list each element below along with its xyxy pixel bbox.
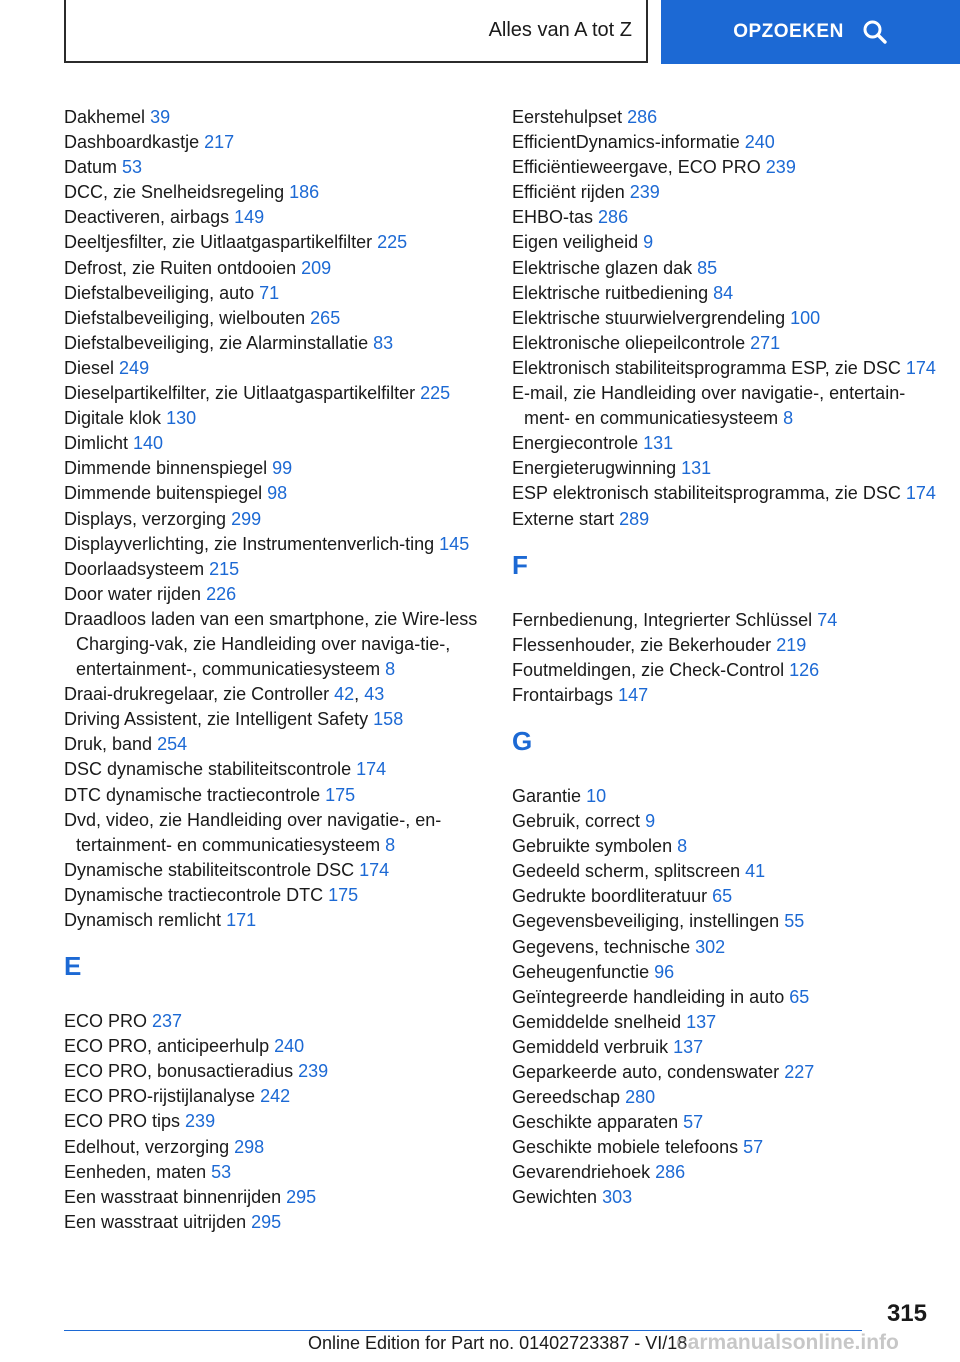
page-link[interactable]: 209 (301, 257, 332, 278)
index-entry-text: Geschikte apparaten (512, 1112, 679, 1133)
index-entry-text: Geheugenfunctie (512, 961, 650, 982)
page-link[interactable]: 53 (122, 157, 143, 178)
page-link[interactable]: 225 (420, 383, 451, 404)
page-link[interactable]: 175 (325, 784, 356, 805)
page-link[interactable]: 39 (150, 107, 171, 127)
index-entry (64, 1109, 484, 1134)
index-entry-text: Gevarendriehoek (512, 1162, 651, 1183)
index-entry-text: Externe start (512, 508, 615, 529)
index-entry-text: EHBO-tas (512, 207, 594, 228)
index-entry-text: Gebruik, correct (512, 811, 641, 832)
page-link[interactable]: 171 (226, 910, 257, 930)
index-entry-text: Elektronische oliepeilcontrole (512, 332, 746, 353)
index-entry-text: Foutmeldingen, zie Check-Control (512, 659, 785, 680)
index-entry-text: Dashboardkastje (64, 132, 200, 153)
index-entry (512, 130, 942, 155)
page-link[interactable]: 55 (784, 911, 805, 932)
page-link[interactable]: 74 (817, 609, 838, 630)
page-link[interactable]: 9 (645, 811, 656, 832)
index-entry-text: Doorlaadsysteem (64, 558, 205, 579)
index-entry (512, 230, 942, 255)
page-link[interactable]: 8 (677, 836, 688, 857)
index-entry-text: Dynamisch remlicht (64, 910, 222, 930)
search-icon (862, 19, 888, 45)
index-entry (512, 481, 942, 506)
index-entry (512, 658, 942, 683)
page-link[interactable]: 226 (206, 583, 237, 604)
index-entry (512, 1010, 942, 1035)
index-entry (512, 331, 942, 356)
index-entry (64, 757, 484, 782)
index-entry-text: ECO PRO (64, 1011, 148, 1032)
index-entry (512, 985, 942, 1010)
page-link[interactable]: 130 (166, 408, 197, 429)
index-entry-text: ESP elektronisch stabiliteitsprogramma, zie DSC (512, 483, 901, 504)
edition-info: Online Edition for Part no. 01402723387 - VI/18 (308, 1333, 688, 1353)
index-entry-text: Elektronisch stabiliteitsprogramma ESP, zie DSC (512, 357, 901, 378)
index-entry-text: Elektrische glazen dak (512, 257, 693, 278)
page-link[interactable]: 239 (629, 182, 660, 203)
page-link[interactable]: 57 (743, 1137, 764, 1158)
index-entry (512, 809, 942, 834)
index-entry (512, 1110, 942, 1135)
index-entry-text: Geschikte mobiele telefoons (512, 1137, 739, 1158)
page-link[interactable]: 280 (625, 1087, 656, 1108)
page-link[interactable]: 71 (259, 282, 280, 303)
index-entry-text: DSC dynamische stabiliteitscontrole (64, 759, 352, 780)
index-entry (512, 381, 942, 431)
index-entry (64, 281, 484, 306)
index-entry (64, 707, 484, 732)
index-entry (512, 633, 942, 658)
index-entry (512, 1160, 942, 1185)
index-entry-text: Eerstehulpset (512, 107, 623, 127)
index-entry-text: Draadloos laden van een smartphone, zie Wire-less Charging-vak, zie Handleiding over naviga-tie-, entertainment-, communicatiesysteem (64, 608, 478, 680)
index-entry (512, 180, 942, 205)
page-link[interactable]: 249 (119, 357, 150, 378)
page-link[interactable]: 99 (272, 458, 293, 479)
index-entry (512, 1085, 942, 1110)
page-link[interactable]: 240 (744, 132, 775, 153)
index-entry (512, 608, 942, 633)
index-entry (64, 155, 484, 180)
index-section-letter: F (512, 549, 528, 580)
index-entry-text: Draai-drukregelaar, zie Controller (64, 684, 330, 705)
index-entry-text: Garantie (512, 785, 582, 806)
index-entry (512, 935, 942, 960)
page-link[interactable]: 227 (784, 1062, 815, 1082)
search-label: OPZOEKEN (733, 21, 844, 42)
page-link[interactable]: 239 (765, 157, 796, 178)
index-entry (512, 1185, 942, 1210)
page-link[interactable]: 149 (234, 207, 265, 228)
index-entry-text: Diesel (64, 357, 115, 378)
page-link[interactable]: 215 (209, 558, 240, 579)
index-entry-text: Druk, band (64, 734, 153, 755)
az-index-label: Alles van A tot Z (488, 19, 632, 41)
index-column-right (512, 105, 942, 1211)
page-link[interactable]: 174 (359, 859, 390, 880)
page-link[interactable]: 65 (712, 886, 733, 907)
search-tab[interactable] (661, 0, 960, 64)
index-entry-text: Deeltjesfilter, zie Uitlaatgaspartikelfilter (64, 232, 373, 253)
index-entry-text: Displays, verzorging (64, 508, 227, 529)
page-link[interactable]: 239 (185, 1111, 216, 1132)
page-link[interactable]: 254 (157, 734, 188, 755)
index-column-left (64, 105, 484, 1235)
index-entry-text: EfficientDynamics-informatie (512, 132, 740, 153)
index-entry-text: Frontairbags (512, 684, 614, 705)
index-entry (512, 859, 942, 884)
index-entry (64, 230, 484, 255)
index-entry (64, 481, 484, 506)
page-link[interactable]: 174 (905, 357, 936, 378)
index-entry (64, 732, 484, 757)
index-entry (512, 456, 942, 481)
index-entry (512, 1035, 942, 1060)
index-entry (512, 155, 942, 180)
index-entry (64, 180, 484, 205)
index-entry (64, 557, 484, 582)
index-entry-text: Energieterugwinning (512, 458, 677, 479)
index-entry-text: Driving Assistent, zie Intelligent Safety (64, 709, 369, 730)
index-entry (512, 909, 942, 934)
index-entry (512, 306, 942, 331)
page-link[interactable]: 265 (310, 307, 341, 328)
page-number: 315 (886, 1300, 927, 1327)
index-entry-text: Energiecontrole (512, 433, 639, 454)
page-link[interactable]: 42 (334, 684, 355, 705)
index-entry-text: Dimlicht (64, 433, 129, 454)
index-entry-text: Gemiddeld verbruik (512, 1036, 669, 1057)
page-link[interactable]: 158 (373, 709, 404, 730)
index-entry-text: Geparkeerde auto, condenswater (512, 1062, 780, 1082)
index-entry-text: Fernbedienung, Integrierter Schlüssel (512, 609, 813, 630)
index-entry (512, 784, 942, 809)
index-entry-text: ECO PRO-rijstijlanalyse (64, 1086, 256, 1107)
index-entry (512, 205, 942, 230)
index-entry-text: Een wasstraat binnenrijden (64, 1186, 282, 1207)
index-entry-text: Eigen veiligheid (512, 232, 639, 253)
index-entry-text: Efficiëntieweergave, ECO PRO (512, 157, 761, 178)
index-entry (64, 130, 484, 155)
page-link[interactable]: 96 (654, 961, 675, 982)
index-entry (64, 105, 484, 130)
index-entry-text: Dynamische tractiecontrole DTC (64, 884, 324, 905)
index-entry-text: Dieselpartikelfilter, zie Uitlaatgaspartikelfilter (64, 383, 416, 404)
index-entry-text: Diefstalbeveiliging, wielbouten (64, 307, 306, 328)
page-link[interactable]: 53 (211, 1161, 232, 1182)
page-link[interactable]: 8 (385, 659, 396, 680)
index-entry (64, 1084, 484, 1109)
index-entry (64, 783, 484, 808)
page-link[interactable]: 298 (234, 1136, 265, 1157)
index-entry (64, 858, 484, 883)
page-link[interactable]: 225 (377, 232, 408, 253)
index-entry (512, 105, 942, 130)
index-entry: Draai-drukregelaar, zie Controller 42, 43 (64, 684, 385, 705)
index-entry-text: Defrost, zie Ruiten ontdooien (64, 257, 297, 278)
index-entry-text: Efficiënt rijden (512, 182, 625, 203)
index-entry (64, 256, 484, 281)
page-link[interactable]: 237 (152, 1011, 183, 1032)
index-entry (64, 406, 484, 431)
index-entry (64, 456, 484, 481)
watermark: carmanualsonline.info (676, 1331, 899, 1354)
index-section-letter: E (64, 951, 82, 982)
page-link[interactable]: 302 (695, 936, 726, 957)
index-entry-text: Displayverlichting, zie Instrumentenverlich-ting (64, 533, 435, 554)
index-entry (64, 582, 484, 607)
page-link[interactable]: 295 (251, 1211, 282, 1232)
index-entry-text: Gemiddelde snelheid (512, 1011, 682, 1032)
index-entry-text: Edelhout, verzorging (64, 1136, 230, 1157)
index-entry-text: Gewichten (512, 1187, 598, 1208)
index-entry-text: Een wasstraat uitrijden (64, 1211, 247, 1232)
index-entry-text: Dvd, video, zie Handleiding over navigatie-, en-tertainment- en communicatiesysteem (64, 809, 442, 855)
index-entry-text: Datum (64, 157, 118, 178)
page-link[interactable]: 100 (790, 307, 821, 328)
index-entry-text: Deactiveren, airbags (64, 207, 230, 228)
page-link[interactable]: 174 (356, 759, 387, 780)
page-link[interactable]: 98 (267, 483, 288, 504)
page-link[interactable]: 140 (133, 433, 164, 454)
index-entry (64, 1059, 484, 1084)
index-entry (64, 1009, 484, 1034)
page-link[interactable]: 145 (439, 533, 470, 554)
page-link[interactable]: 84 (713, 282, 734, 303)
index-entry (64, 356, 484, 381)
index-entry (512, 256, 942, 281)
page-link[interactable]: 217 (204, 132, 235, 153)
page-link[interactable]: 286 (655, 1162, 686, 1183)
index-entry (64, 1160, 484, 1185)
index-entry-text: Gebruikte symbolen (512, 836, 673, 857)
index-entry (64, 1185, 484, 1210)
index-entry (512, 281, 942, 306)
index-entry-text: Geïntegreerde handleiding in auto (512, 986, 785, 1007)
index-entry (512, 1060, 942, 1085)
index-entry-text: Elektrische stuurwielvergrendeling (512, 307, 786, 328)
page-link[interactable]: 41 (745, 861, 766, 882)
page-link[interactable]: 9 (643, 232, 654, 253)
index-entry (64, 607, 484, 682)
page-link[interactable]: 239 (298, 1061, 329, 1082)
index-section-letter: G (512, 725, 533, 756)
index-entry (64, 1034, 484, 1059)
index-entry (512, 1135, 942, 1160)
page-link[interactable]: 286 (627, 107, 658, 127)
page-link[interactable]: 271 (750, 332, 781, 353)
index-entry (64, 808, 484, 858)
index-entry (64, 883, 484, 908)
index-entry-text: Door water rijden (64, 583, 202, 604)
page-link[interactable]: 43 (364, 684, 385, 705)
az-index-tab[interactable] (64, 0, 648, 63)
page-link[interactable]: 289 (619, 508, 650, 529)
page-link[interactable]: 174 (905, 483, 936, 504)
page-link[interactable]: 126 (789, 659, 820, 680)
index-entry (64, 431, 484, 456)
index-entry-text: Dimmende buitenspiegel (64, 483, 263, 504)
index-entry (512, 507, 942, 532)
index-entry (512, 960, 942, 985)
index-entry (64, 1135, 484, 1160)
index-entry (64, 306, 484, 331)
page-link[interactable]: 219 (776, 634, 807, 655)
index-entry (64, 908, 484, 933)
index-entry (64, 331, 484, 356)
index-entry (64, 205, 484, 230)
index-entry-text: Gedrukte boordliteratuur (512, 886, 708, 907)
index-entry-text: Digitale klok (64, 408, 162, 429)
index-entry-text: Flessenhouder, zie Bekerhouder (512, 634, 772, 655)
page-link[interactable]: 286 (598, 207, 629, 228)
index-entry (64, 532, 484, 557)
index-entry-text: DTC dynamische tractiecontrole (64, 784, 321, 805)
index-entry (64, 381, 484, 406)
index-entry-text: ECO PRO tips (64, 1111, 181, 1132)
index-entry (512, 356, 942, 381)
index-entry (512, 431, 942, 456)
page-link[interactable]: 65 (789, 986, 810, 1007)
index-entry-text: Elektrische ruitbediening (512, 282, 709, 303)
page-link[interactable]: 295 (286, 1186, 317, 1207)
index-entry-text: ECO PRO, bonusactieradius (64, 1061, 294, 1082)
index-entry-text: Gedeeld scherm, splitscreen (512, 861, 741, 882)
page-link[interactable]: 10 (586, 785, 607, 806)
page-link[interactable]: 186 (289, 182, 320, 203)
page-link[interactable]: 83 (373, 332, 394, 353)
page-link[interactable]: 8 (385, 834, 396, 855)
index-entry (64, 507, 484, 532)
index-entry (512, 683, 942, 708)
index-entry-text: Gegevens, technische (512, 936, 691, 957)
index-entry-text: DCC, zie Snelheidsregeling (64, 182, 285, 203)
page-link[interactable]: 57 (683, 1112, 704, 1133)
page-link[interactable]: 8 (783, 408, 794, 429)
index-entry (64, 1210, 484, 1235)
index-entry-text: Gegevensbeveiliging, instellingen (512, 911, 780, 932)
index-entry (512, 834, 942, 859)
page-link[interactable]: 147 (618, 684, 649, 705)
index-entry-text: Eenheden, maten (64, 1161, 207, 1182)
index-entry-text: Dimmende binnenspiegel (64, 458, 268, 479)
index-entry-text: E-mail, zie Handleiding over navigatie-, entertain-ment- en communicatiesysteem (512, 383, 906, 429)
page-link[interactable]: 137 (673, 1036, 704, 1057)
index-entry (512, 884, 942, 909)
index-entry-text: Diefstalbeveiliging, auto (64, 282, 255, 303)
page-link[interactable]: 131 (681, 458, 712, 479)
page-link[interactable]: 137 (686, 1011, 717, 1032)
top-navigation (0, 0, 960, 66)
page-link[interactable]: 240 (274, 1036, 305, 1057)
page-link[interactable]: 85 (697, 257, 718, 278)
index-entry-text: Dynamische stabiliteitscontrole DSC (64, 859, 355, 880)
page-link[interactable]: 175 (328, 884, 359, 905)
page-link[interactable]: 299 (231, 508, 262, 529)
index-entry-text: Gereedschap (512, 1087, 621, 1108)
page-link[interactable]: 131 (643, 433, 674, 454)
page-link[interactable]: 303 (602, 1187, 633, 1208)
index-entry-text: Dakhemel (64, 107, 146, 127)
page-link[interactable]: 242 (260, 1086, 291, 1107)
index-entry-text: Diefstalbeveiliging, zie Alarminstallatie (64, 332, 369, 353)
index-entry-text: ECO PRO, anticipeerhulp (64, 1036, 270, 1057)
